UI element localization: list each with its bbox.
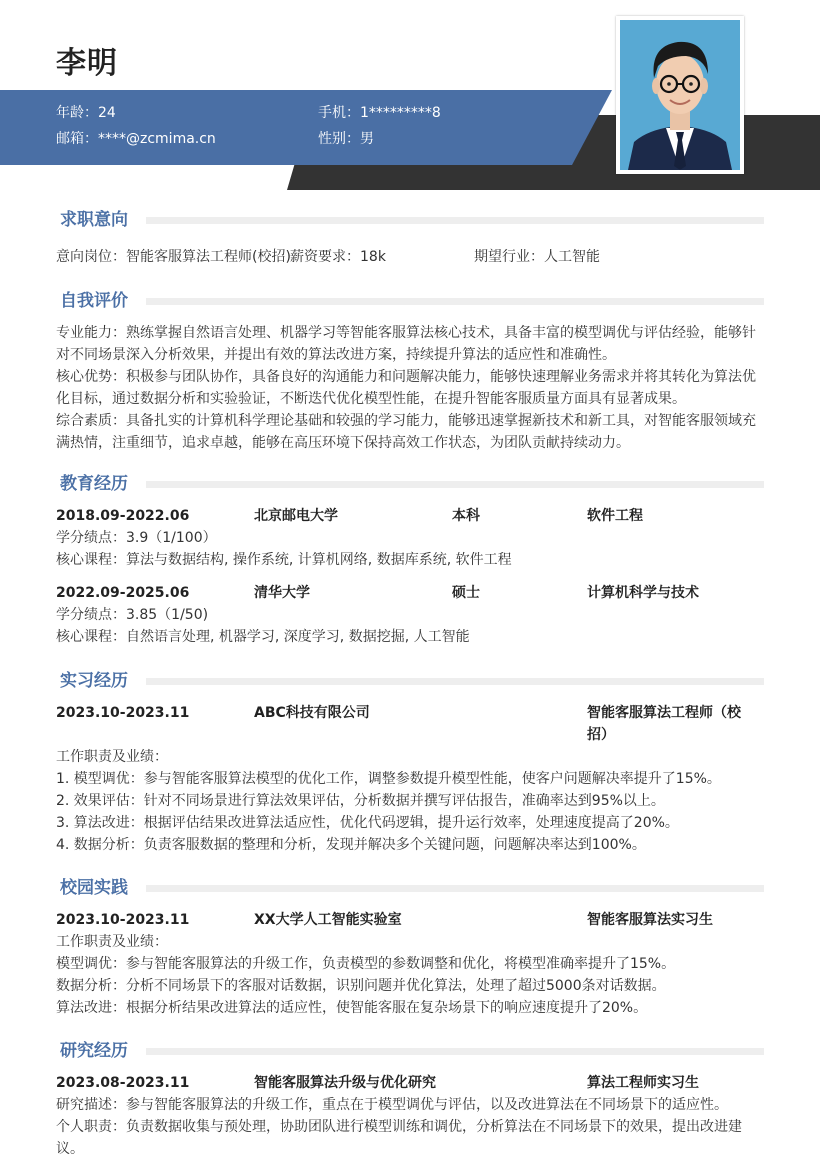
section-title: 研究经历 [60,1039,138,1063]
education-entry [56,505,764,571]
section-title: 求职意向 [60,208,138,232]
edu-courses: 核心课程：算法与数据结构, 操作系统, 计算机网络, 数据库系统, 软件工程 [56,552,512,568]
internship-duty: 1. 模型调优：参与智能客服算法模型的优化工作，调整参数提升模型性能，使客户问题解决率提升了15%。 [56,771,721,787]
section-header [56,289,764,313]
intent-industry: 期望行业：人工智能 [474,249,600,265]
education-entry [56,582,764,648]
section-header [56,472,764,496]
portrait-image [620,20,740,170]
research-duty: 个人职责：负责数据收集与预处理，协助团队进行模型训练和调优，分析算法在不同场景下的效果，提出改进建议。 [56,1119,742,1157]
self-eval-paragraph: 核心优势：积极参与团队协作，具备良好的沟通能力和问题解决能力，能够快速理解业务需求并将其转化为算法优化目标，通过数据分析和实验验证，不断迭代优化模型性能，在提升智能客服质量方面具有显著成果。 [56,369,756,407]
campus-duty-label: 工作职责及业绩： [56,934,168,950]
campus-duty: 数据分析：分析不同场景下的客服对话数据，识别问题并优化算法，处理了超过5000条对话数据。 [56,978,666,994]
internship-duty: 4. 数据分析：负责客服数据的整理和分析，发现并解决多个关键问题，问题解决率达到100%。 [56,837,646,853]
section-header [56,876,764,900]
internship-role [587,702,757,746]
self-eval-paragraph: 综合素质：具备扎实的计算机科学理论基础和较强的学习能力，能够迅速掌握新技术和新工具，对智能客服领域充满热情，注重细节，追求卓越，能够在高压环境下保持高效工作状态，为团队贡献持续动力。 [56,413,756,451]
section-job-intent [56,208,764,268]
internship-duty-label: 工作职责及业绩： [56,749,168,765]
research-project: 智能客服算法升级与优化研究 [254,1075,436,1091]
section-divider [146,1048,764,1055]
edu-gpa: 学分绩点：3.85（1/50) [56,607,209,623]
age-field: 年龄：24 [56,105,116,121]
section-title: 校园实践 [60,876,138,900]
section-header [56,1039,764,1063]
internship-period: 2023.10-2023.11 [56,705,190,721]
campus-role: 智能客服算法实习生 [587,912,713,928]
section-divider [146,217,764,224]
campus-duty: 算法改进：根据分析结果改进算法的适应性，使智能客服在复杂场景下的响应速度提升了20%。 [56,1000,648,1016]
internship-duty: 2. 效果评估：针对不同场景进行算法效果评估，分析数据并撰写评估报告，准确率达到95%以上。 [56,793,665,809]
internship-company: ABC科技有限公司 [254,705,370,721]
profile-photo [616,16,744,174]
section-title: 自我评价 [60,289,138,313]
section-research [56,1039,764,1160]
edu-major: 软件工程 [587,508,643,524]
internship-duty: 3. 算法改进：根据评估结果改进算法适应性，优化代码逻辑，提升运行效率，处理速度提高了20%。 [56,815,679,831]
edu-degree: 本科 [452,508,480,524]
research-description: 研究描述：参与智能客服算法的升级工作，重点在于模型调优与评估，以及改进算法在不同场景下的适应性。 [56,1097,728,1113]
email-field: 邮箱：****@zcmima.cn [56,131,216,147]
research-role: 算法工程师实习生 [587,1075,699,1091]
edu-gpa: 学分绩点：3.9（1/100） [56,530,217,546]
section-divider [146,481,764,488]
section-internship [56,669,764,856]
edu-school: 北京邮电大学 [254,508,338,524]
section-education [56,472,764,648]
section-divider [146,298,764,305]
gender-field: 性别：男 [318,131,374,147]
campus-duty: 模型调优：参与智能客服算法的升级工作，负责模型的参数调整和优化，将模型准确率提升了15%。 [56,956,676,972]
self-eval-paragraph: 专业能力：熟练掌握自然语言处理、机器学习等智能客服算法核心技术，具备丰富的模型调优与评估经验，能够针对不同场景深入分析效果，并提出有效的算法改进方案，持续提升算法的适应性和准确性。 [56,325,756,363]
intent-salary: 薪资要求：18k [290,249,386,265]
research-period: 2023.08-2023.11 [56,1075,190,1091]
campus-org: XX大学人工智能实验室 [254,912,402,928]
edu-period: 2018.09-2022.06 [56,508,190,524]
candidate-name: 李明 [56,46,118,81]
section-title: 实习经历 [60,669,138,693]
resume-header [0,0,820,195]
edu-major: 计算机科学与技术 [587,585,699,601]
internship-role-line: 智能客服算法工程师（校 [587,705,741,721]
section-title: 教育经历 [60,472,138,496]
section-header [56,669,764,693]
section-self-evaluation [56,289,764,454]
section-divider [146,885,764,892]
campus-period: 2023.10-2023.11 [56,912,190,928]
section-campus-practice [56,876,764,1019]
internship-role-line: 招） [587,727,615,743]
section-divider [146,678,764,685]
edu-school: 清华大学 [254,585,310,601]
edu-period: 2022.09-2025.06 [56,585,190,601]
edu-courses: 核心课程：自然语言处理, 机器学习, 深度学习, 数据挖掘, 人工智能 [56,629,470,645]
phone-field: 手机：1*********8 [318,105,441,121]
edu-degree: 硕士 [452,585,480,601]
intent-position: 意向岗位：智能客服算法工程师(校招) [56,249,291,265]
section-header [56,208,764,232]
